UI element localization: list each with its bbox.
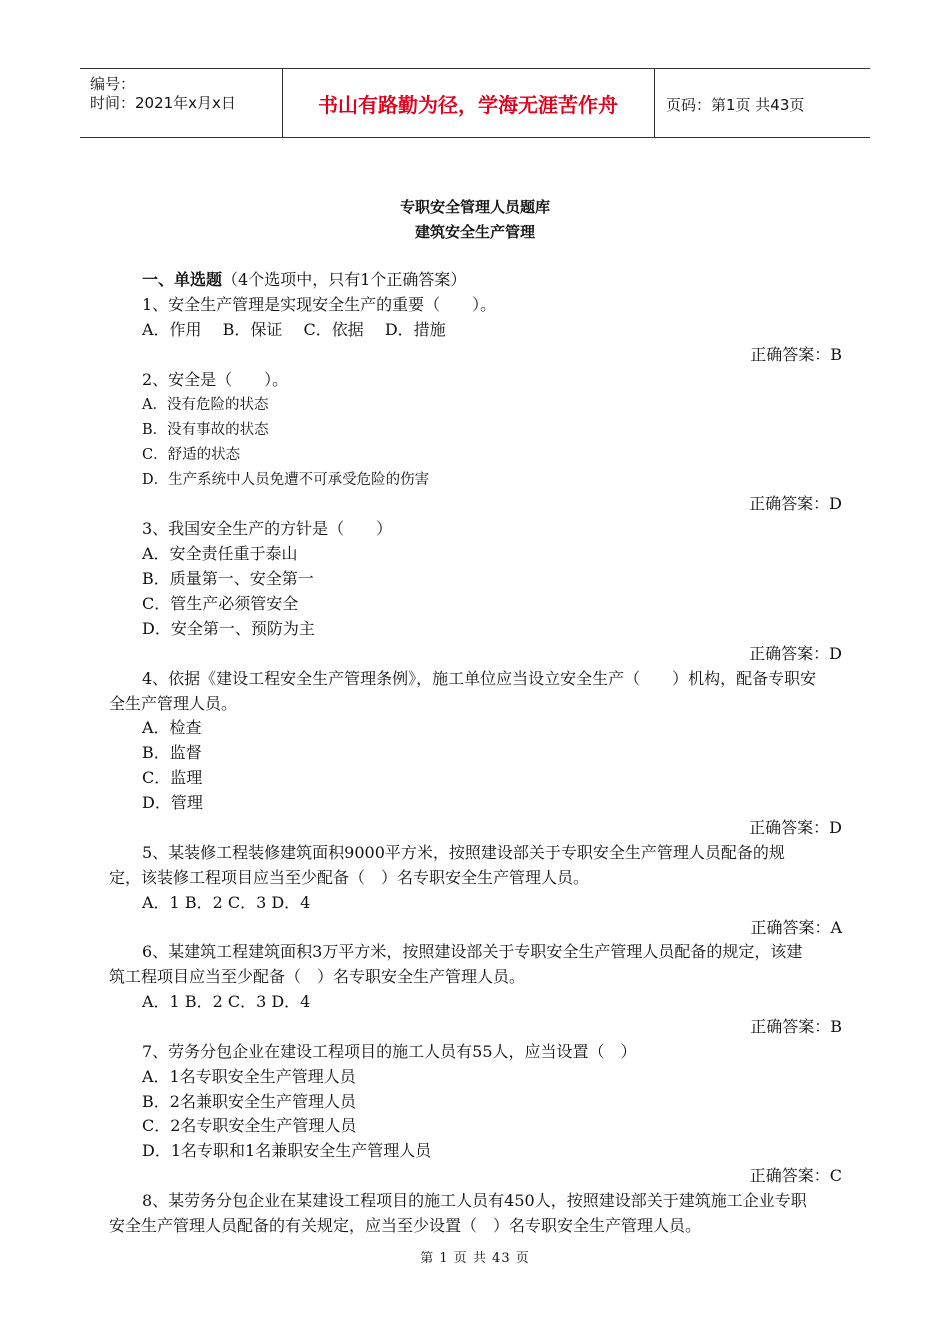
question-2-option-d: D．生产系统中人员免遭不可承受危险的伤害 [142, 472, 430, 488]
question-6-line-1: 6、某建筑工程建筑面积3万平方米，按照建设部关于专职安全生产管理人员配备的规定，该建 [142, 942, 803, 961]
question-7-answer: 正确答案：C [749, 1166, 842, 1185]
question-7-option-a: A．1名专职安全生产管理人员 [142, 1067, 356, 1086]
question-2-option-a: A．没有危险的状态 [142, 397, 269, 413]
page-footer: 第 1 页 共 43 页 [420, 1251, 530, 1266]
header-page-cell [656, 69, 870, 137]
document-subtitle: 建筑安全生产管理 [414, 223, 535, 241]
section-heading [142, 270, 466, 290]
header-meta-cell [80, 69, 283, 137]
question-4-option-d: D．管理 [142, 793, 203, 812]
question-7: 7、劳务分包企业在建设工程项目的施工人员有55人，应当设置（ ） [142, 1042, 637, 1061]
question-4-line-2: 全生产管理人员。 [109, 694, 238, 713]
question-3: 3、我国安全生产的方针是（ ） [142, 519, 393, 538]
question-3-answer: 正确答案：D [749, 644, 842, 663]
header-motto-cell [282, 69, 655, 137]
document-header [80, 68, 870, 138]
page-info: 页码：第1页 共43页 [666, 96, 805, 114]
question-2-option-c: C．舒适的状态 [142, 447, 241, 463]
question-8-line-1: 8、某劳务分包企业在某建设工程项目的施工人员有450人，按照建设部关于建筑施工企业专职 [142, 1191, 807, 1210]
date-label: 时间：2021年x月x日 [90, 94, 236, 112]
serial-number-label: 编号： [90, 75, 136, 93]
question-3-option-a: A．安全责任重于泰山 [142, 544, 298, 563]
question-7-option-c: C．2名专职安全生产管理人员 [142, 1116, 357, 1135]
question-1-options: A．作用 B．保证 C．依据 D．措施 [142, 320, 446, 339]
question-1-answer: 正确答案：B [750, 345, 842, 364]
question-2-answer: 正确答案：D [749, 494, 842, 513]
question-8-line-2: 安全生产管理人员配备的有关规定，应当至少设置（ ）名专职安全生产管理人员。 [109, 1216, 702, 1235]
question-5-answer: 正确答案：A [750, 918, 842, 937]
question-3-option-b: B．质量第一、安全第一 [142, 569, 314, 588]
question-3-option-d: D．安全第一、预防为主 [142, 619, 315, 638]
section-note: （4个选项中，只有1个正确答案） [222, 270, 467, 289]
question-2-option-b: B．没有事故的状态 [142, 422, 269, 438]
question-6-options: A．1 B．2 C．3 D．4 [142, 992, 311, 1011]
section-label: 一、单选题 [142, 270, 223, 289]
question-5-line-2: 定，该装修工程项目应当至少配备（ ）名专职安全生产管理人员。 [109, 868, 590, 887]
question-4-option-c: C．监理 [142, 768, 203, 787]
motto-text: 书山有路勤为径，学海无涯苦作舟 [318, 93, 618, 117]
question-6-answer: 正确答案：B [750, 1017, 842, 1036]
question-5-line-1: 5、某装修工程装修建筑面积9000平方米，按照建设部关于专职安全生产管理人员配备的规 [142, 843, 785, 862]
question-4-line-1: 4、依据《建设工程安全生产管理条例》，施工单位应当设立安全生产（ ）机构，配备专职安 [142, 669, 817, 688]
question-1: 1、安全生产管理是实现安全生产的重要（ ）。 [142, 295, 497, 314]
question-4-option-b: B．监督 [142, 743, 202, 762]
question-7-option-d: D．1名专职和1名兼职安全生产管理人员 [142, 1141, 432, 1160]
question-4-answer: 正确答案：D [749, 818, 842, 837]
question-3-option-c: C．管生产必须管安全 [142, 594, 299, 613]
question-2: 2、安全是（ ）。 [142, 370, 289, 389]
question-6-line-2: 筑工程项目应当至少配备（ ）名专职安全生产管理人员。 [109, 967, 526, 986]
question-5-options: A．1 B．2 C．3 D．4 [142, 893, 311, 912]
question-7-option-b: B．2名兼职安全生产管理人员 [142, 1092, 356, 1111]
document-title: 专职安全管理人员题库 [399, 198, 550, 216]
question-4-option-a: A．检查 [142, 718, 202, 737]
